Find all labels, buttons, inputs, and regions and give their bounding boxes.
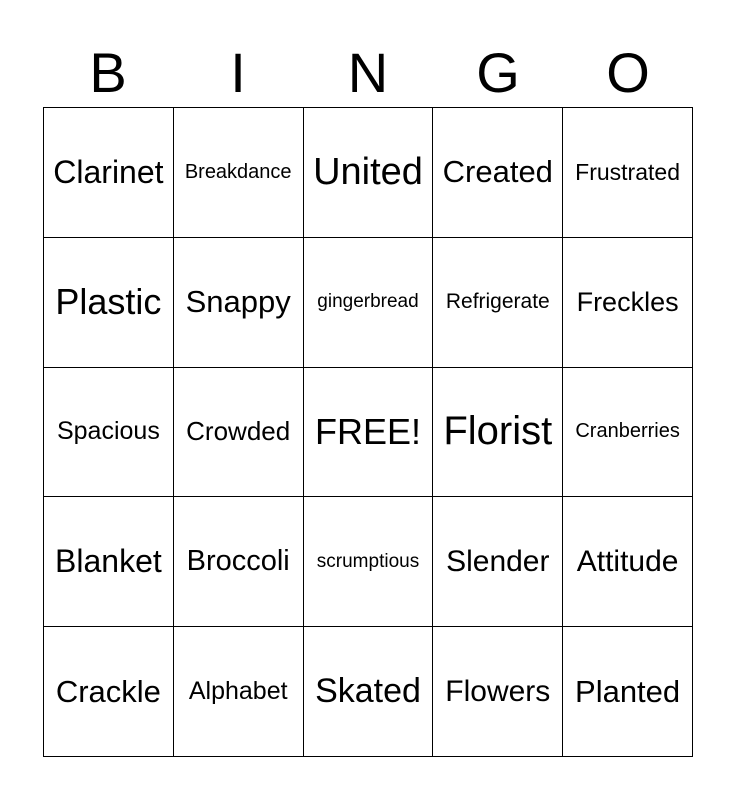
bingo-cell: Broccoli [174,497,304,627]
header-letter-g: G [476,41,520,104]
bingo-cell: Spacious [44,368,174,498]
free-space-cell: FREE! [304,368,434,498]
bingo-cell: Attitude [563,497,693,627]
header-letter-o: O [606,41,650,104]
bingo-cell: Alphabet [174,627,304,757]
bingo-cell: Florist [433,368,563,498]
bingo-header [43,38,693,108]
bingo-cell: Planted [563,627,693,757]
header-letter-i: I [230,41,246,104]
bingo-cell: Created [433,108,563,238]
bingo-cell: Freckles [563,238,693,368]
bingo-cell: Skated [304,627,434,757]
bingo-cell: Cranberries [563,368,693,498]
bingo-cell: gingerbread [304,238,434,368]
bingo-grid [43,107,693,757]
bingo-cell: Slender [433,497,563,627]
bingo-cell: Crackle [44,627,174,757]
bingo-cell: United [304,108,434,238]
bingo-cell: Clarinet [44,108,174,238]
bingo-cell: Plastic [44,238,174,368]
header-letter-b: B [89,41,127,104]
bingo-cell: Snappy [174,238,304,368]
bingo-cell: Blanket [44,497,174,627]
bingo-cell: Frustrated [563,108,693,238]
bingo-cell: Refrigerate [433,238,563,368]
bingo-cell: Breakdance [174,108,304,238]
bingo-cell: Crowded [174,368,304,498]
bingo-cell: scrumptious [304,497,434,627]
bingo-cell: Flowers [433,627,563,757]
header-letter-n: N [347,41,389,104]
